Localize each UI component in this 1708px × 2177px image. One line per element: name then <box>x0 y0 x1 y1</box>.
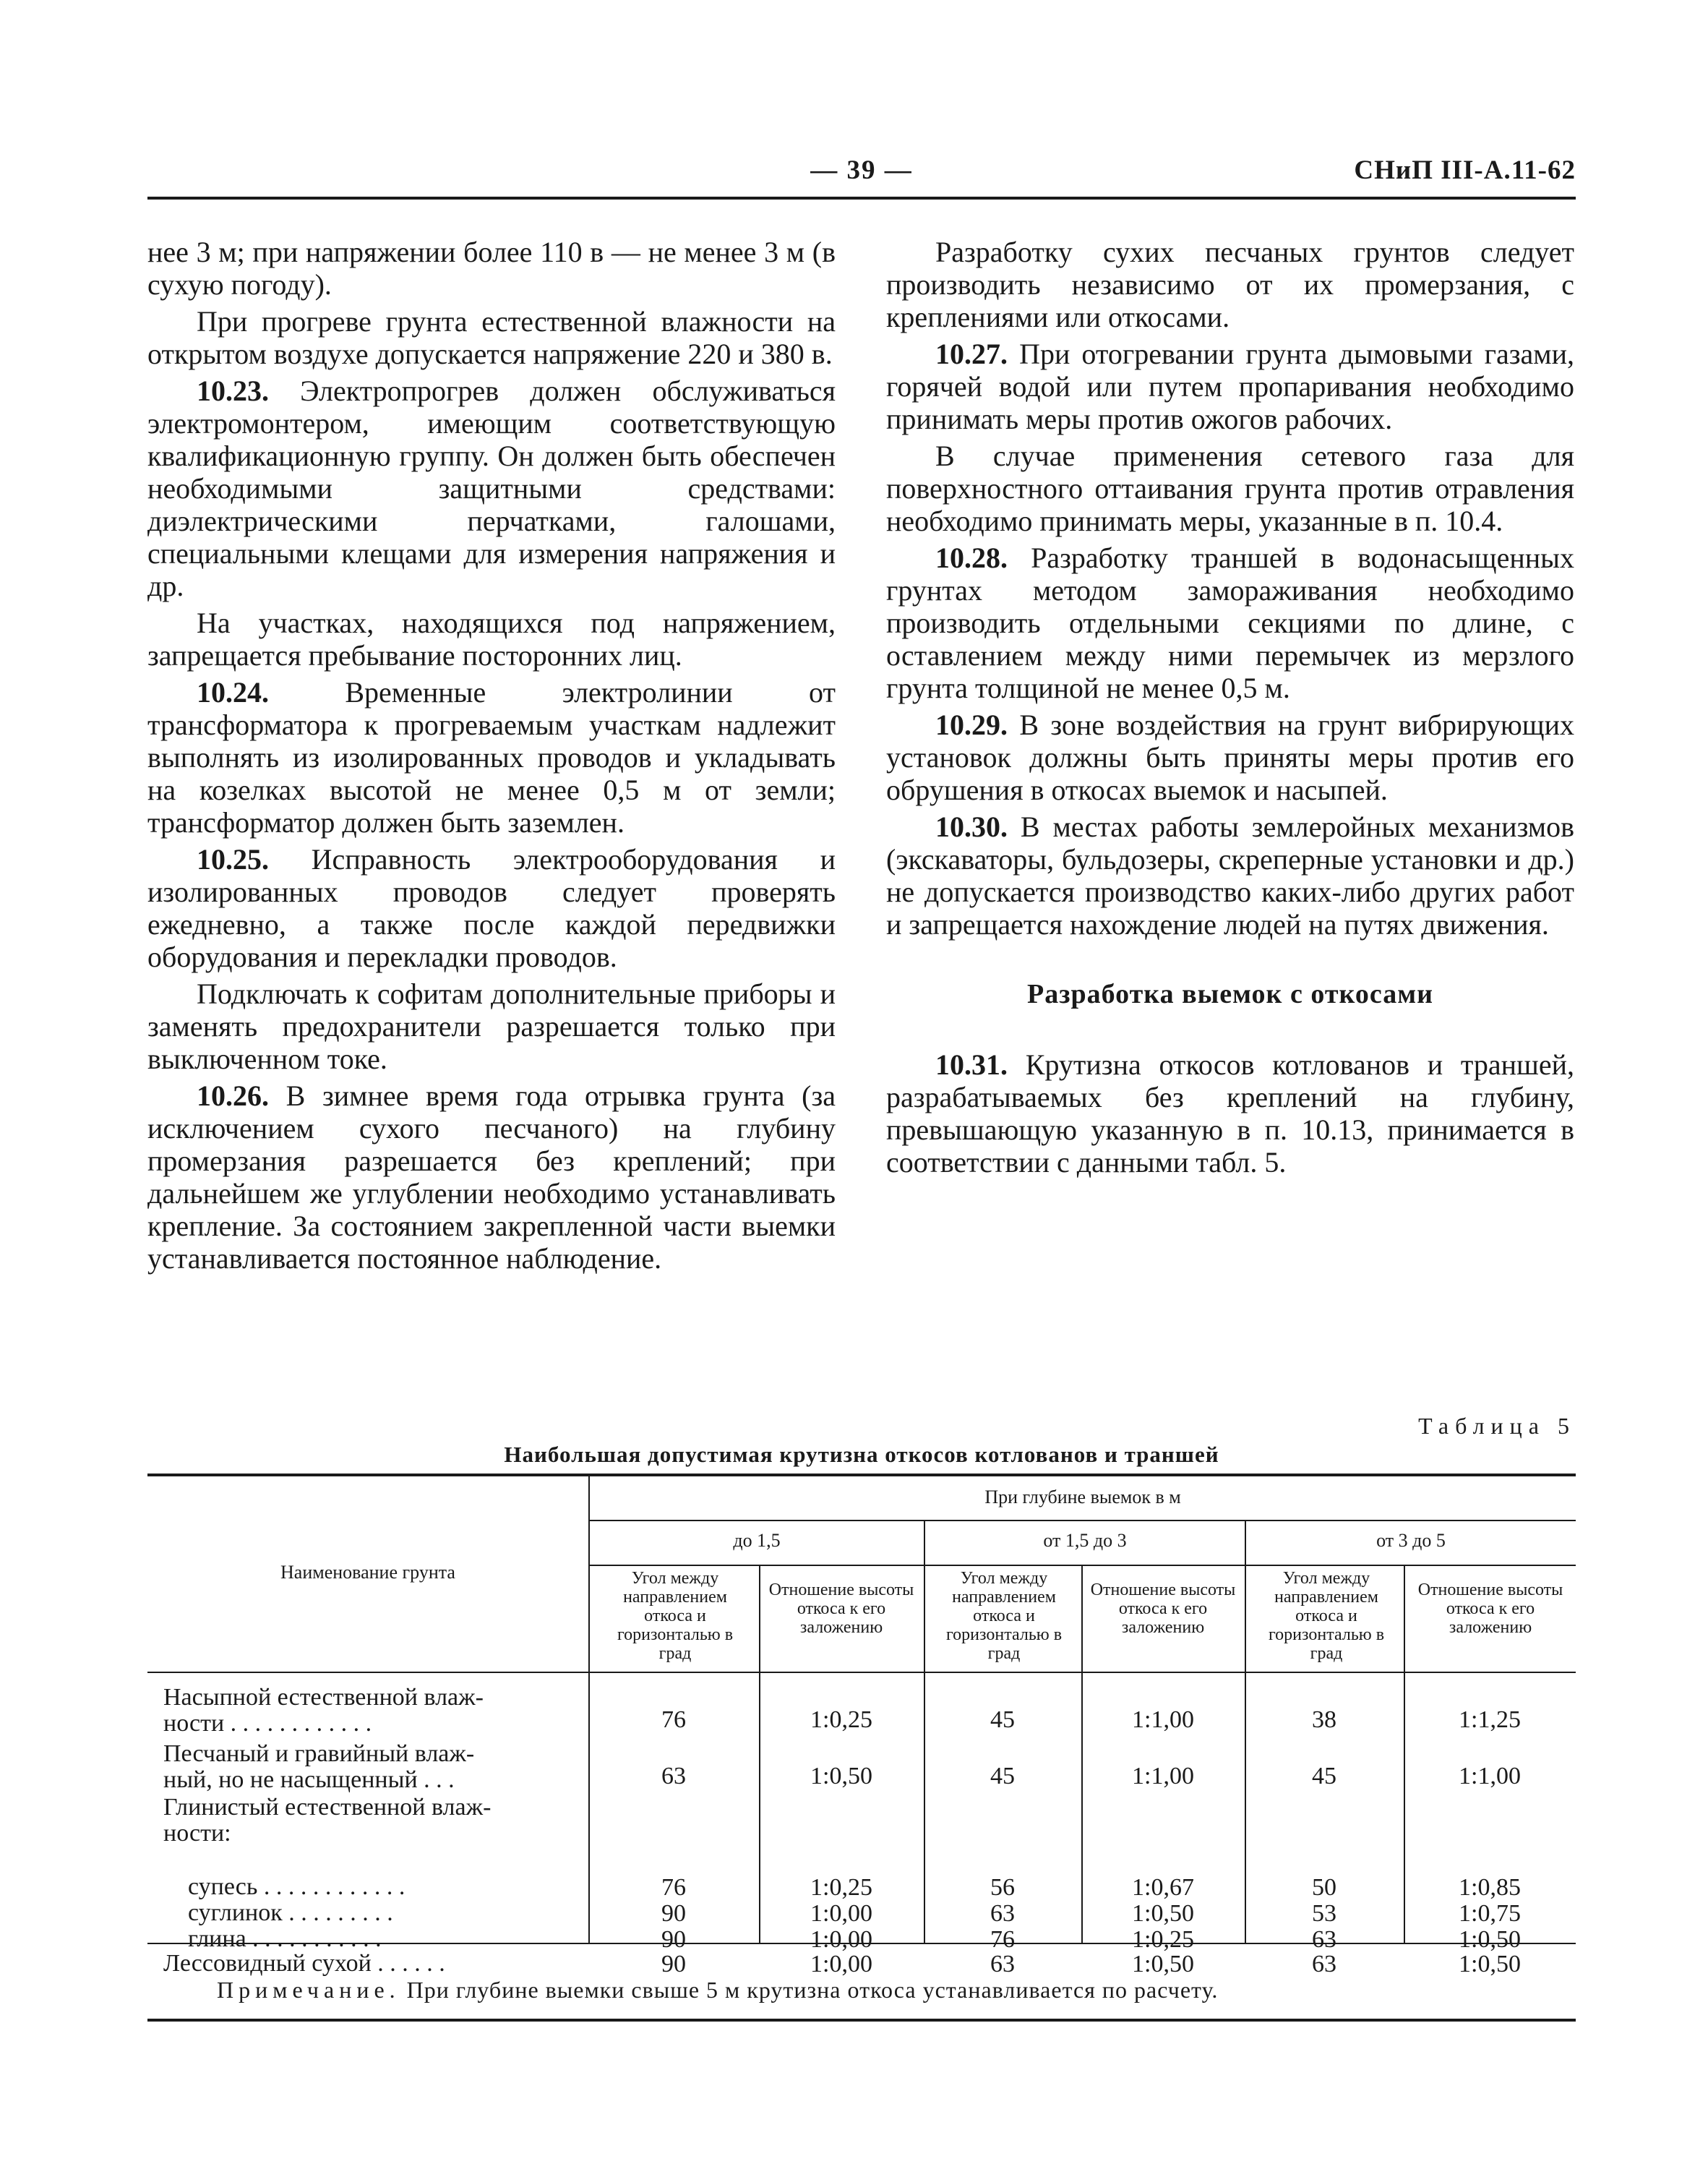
table-vline <box>1081 1565 1083 1943</box>
table-cell: 1:0,50 <box>810 1763 872 1789</box>
paragraph-text: Электропрогрев должен обслуживаться электромонтером, имеющим соответствующую квалификационную группу. Он должен быть обеспечен необходимыми защитными средствами: диэлектрическими перчатками, галошами, специальными клещами для измерения напряжения и др. <box>147 375 836 602</box>
soil-name: Насыпной естественной влаж- <box>163 1684 484 1711</box>
table-cell: 1:1,25 <box>1459 1706 1521 1733</box>
table-note <box>217 1977 1218 2003</box>
sub-header-ratio: Отношение высоты откоса к его заложению <box>768 1581 914 1637</box>
note-text: При глубине выемки свыше 5 м крутизна откоса устанавливается по расчету. <box>406 1977 1219 2003</box>
table-cell: 90 <box>661 1900 686 1927</box>
table-cell: 63 <box>990 1951 1015 1977</box>
sub-header-angle: Угол между направлением откоса и горизонталью в град <box>617 1569 734 1663</box>
depth-header: При глубине выемок в м <box>984 1487 1181 1507</box>
table-cell: 1:0,75 <box>1459 1900 1521 1927</box>
table-vline <box>1404 1565 1405 1943</box>
soil-name: глина . . . . . . . . . . . <box>163 1925 382 1952</box>
paragraph <box>886 709 1574 806</box>
paragraph <box>886 236 1574 333</box>
table-cell: 50 <box>1312 1874 1336 1901</box>
paragraph <box>886 542 1574 704</box>
depth-range: от 1,5 до 3 <box>1043 1530 1127 1551</box>
table-cell: 76 <box>990 1926 1015 1953</box>
table-cell: 1:0,50 <box>1132 1900 1194 1927</box>
table-cell: 63 <box>1312 1951 1336 1977</box>
clause-number: 10.24. <box>197 676 346 709</box>
paragraph <box>147 843 836 973</box>
table-vline <box>759 1565 760 1943</box>
soil-name: ности . . . . . . . . . . . . <box>163 1710 372 1737</box>
table-cell: 1:0,25 <box>1132 1926 1194 1953</box>
clause-number: 10.25. <box>197 843 312 876</box>
soil-name: Лессовидный сухой . . . . . . <box>163 1950 445 1977</box>
table-cell: 76 <box>661 1706 686 1733</box>
paragraph <box>886 1048 1574 1179</box>
paragraph-text: В местах работы землеройных механизмов (экскаваторы, бульдозеры, скреперные установки и др.) не допускается производство каких-либо других работ и запрещается нахождение людей на путях движения. <box>886 811 1575 941</box>
paragraph-text: В зоне воздействия на грунт вибрирующих установок должны быть приняты меры против его обрушения в откосах выемок и насыпей. <box>886 709 1575 806</box>
left-column <box>147 236 836 1275</box>
depth-range: от 3 до 5 <box>1376 1530 1446 1551</box>
clause-number: 10.27. <box>935 338 1020 370</box>
clause-number: 10.26. <box>197 1079 286 1112</box>
paragraph <box>147 305 836 370</box>
table-cell: 1:0,00 <box>810 1926 872 1953</box>
paragraph-text: Исправность электрооборудования и изолированных проводов следует проверять ежедневно, а также после каждой передвижки оборудования и перекладки проводов. <box>147 843 836 973</box>
table-cell: 53 <box>1312 1900 1336 1927</box>
soil-column-header: Наименование грунта <box>280 1562 455 1583</box>
table-cell: 1:0,85 <box>1459 1874 1521 1901</box>
paragraph-text: Крутизна откосов котлованов и траншей, разрабатываемых без креплений на глубину, превышающую указанную в п. 10.13, принимается в соответствии с данными табл. 5. <box>886 1048 1575 1179</box>
paragraph <box>147 978 836 1075</box>
clause-number: 10.30. <box>935 811 1021 843</box>
table-cell: 63 <box>990 1900 1015 1927</box>
table-cell: 1:0,00 <box>810 1900 872 1927</box>
paragraph-text: Разработку траншей в водонасыщенных грунтах методом замораживания необходимо производить отдельными секциями по длине, с оставлением между ними перемычек из мерзлого грунта толщиной не менее 0,5 м. <box>886 542 1575 704</box>
note-label: Примечание. <box>217 1977 400 2003</box>
document-code: СНиП III-А.11-62 <box>1354 155 1576 185</box>
paragraph-text: В зимнее время года отрывка грунта (за исключением сухого песчаного) на глубину промерзания разрешается без креплений; при дальнейшем же углублении необходимо устанавливать крепление. За состоянием закрепленной части выемки устанавливается постоянное наблюдение. <box>147 1079 836 1275</box>
clause-number: 10.31. <box>935 1048 1026 1081</box>
paragraph-text: При прогреве грунта естественной влажности на открытом воздухе допускается напряжение 220 и 380 в. <box>147 305 836 370</box>
table-cell: 1:1,00 <box>1132 1763 1194 1789</box>
table-cell: 90 <box>661 1926 686 1953</box>
table-vline <box>1245 1520 1246 1943</box>
table-cell: 1:1,00 <box>1459 1763 1521 1789</box>
table-cell: 45 <box>990 1706 1015 1733</box>
table-hline <box>588 1520 1576 1521</box>
paragraph-text: Временные электролинии от трансформатора к прогреваемым участкам надлежит выполнять из изолированных проводов и укладывать на козелках высотой не менее 0,5 м от земли; трансформатор должен быть заземлен. <box>147 676 836 839</box>
header-rule <box>147 197 1576 200</box>
paragraph <box>147 236 836 301</box>
table-vline <box>924 1520 925 1943</box>
clause-number: 10.28. <box>935 542 1031 574</box>
section-heading: Разработка выемок с откосами <box>1027 979 1433 1009</box>
table-cell: 45 <box>1312 1763 1336 1789</box>
paragraph <box>147 1079 836 1275</box>
slope-table <box>147 1474 1576 2022</box>
table-cell: 90 <box>661 1951 686 1977</box>
table-title: Наибольшая допустимая крутизна откосов котлованов и траншей <box>504 1442 1219 1467</box>
table-cell: 1:0,50 <box>1459 1951 1521 1977</box>
table-cell: 1:1,00 <box>1132 1706 1194 1733</box>
depth-range: до 1,5 <box>733 1530 781 1551</box>
paragraph <box>886 811 1574 941</box>
soil-name: Песчаный и гравийный влаж- <box>163 1740 475 1767</box>
paragraph-text: Разработку сухих песчаных грунтов следует производить независимо от их промерзания, с креплениями или откосами. <box>886 236 1574 333</box>
paragraph-text: нее 3 м; при напряжении более 110 в — не менее 3 м (в сухую погоду). <box>147 236 836 301</box>
table-cell: 1:0,67 <box>1132 1874 1194 1901</box>
paragraph <box>147 607 836 672</box>
clause-number: 10.29. <box>935 709 1020 741</box>
paragraph <box>886 440 1574 537</box>
page-header <box>147 155 1576 198</box>
soil-name: суглинок . . . . . . . . . <box>163 1899 393 1926</box>
table-cell: 1:0,50 <box>1459 1926 1521 1953</box>
table-cell: 45 <box>990 1763 1015 1789</box>
soil-name: Глинистый естественной влаж- <box>163 1794 492 1821</box>
table-cell: 56 <box>990 1874 1015 1901</box>
paragraph-text: При отогревании грунта дымовыми газами, горячей водой или путем пропаривания необходимо принимать меры против ожогов рабочих. <box>886 338 1575 435</box>
paragraph-text: Подключать к софитам дополнительные приборы и заменять предохранители разрешается только при выключенном токе. <box>147 978 836 1075</box>
table-cell: 76 <box>661 1874 686 1901</box>
page-number: — 39 — <box>810 155 913 185</box>
table-cell: 1:0,50 <box>1132 1951 1194 1977</box>
paragraph <box>147 375 836 602</box>
table-hline <box>588 1565 1576 1566</box>
table-cell: 63 <box>661 1763 686 1789</box>
paragraph <box>886 338 1574 435</box>
table-cell: 1:0,00 <box>810 1951 872 1977</box>
table-cell: 38 <box>1312 1706 1336 1733</box>
table-label: Таблица 5 <box>1418 1413 1576 1439</box>
right-column <box>886 236 1574 1179</box>
sub-header-angle: Угол между направлением откоса и горизонталью в град <box>945 1569 1063 1663</box>
table-cell: 1:0,25 <box>810 1706 872 1733</box>
clause-number: 10.23. <box>197 375 301 407</box>
paragraph-text: На участках, находящихся под напряжением, запрещается пребывание посторонних лиц. <box>147 607 836 672</box>
sub-header-ratio: Отношение высоты откоса к его заложению <box>1090 1581 1236 1637</box>
soil-name: ности: <box>163 1820 231 1847</box>
sub-header-angle: Угол между направлением откоса и горизонталью в град <box>1268 1569 1385 1663</box>
table-hline <box>147 1672 1576 1673</box>
soil-name: супесь . . . . . . . . . . . . <box>163 1873 405 1900</box>
soil-name: ный, но не насыщенный . . . <box>163 1766 455 1793</box>
paragraph-text: В случае применения сетевого газа для поверхностного оттаивания грунта против отравления необходимо принимать меры, указанные в п. 10.4. <box>886 440 1574 537</box>
paragraph <box>147 676 836 839</box>
table-cell: 63 <box>1312 1926 1336 1953</box>
sub-header-ratio: Отношение высоты откоса к его заложению <box>1417 1581 1563 1637</box>
table-cell: 1:0,25 <box>810 1874 872 1901</box>
